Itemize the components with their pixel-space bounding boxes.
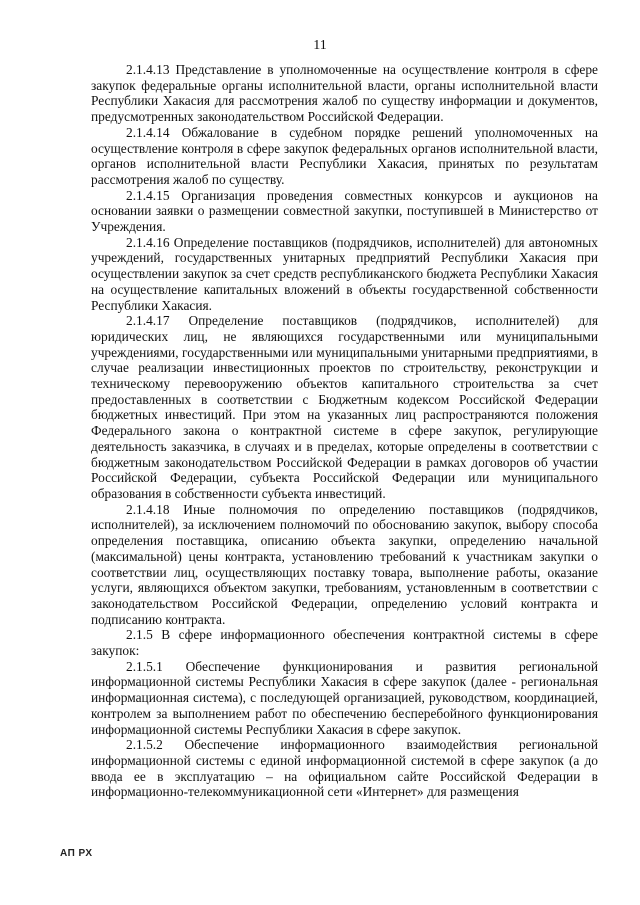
paragraph-2-1-5-2: 2.1.5.2 Обеспечение информационного взаимодействия региональной информационной системы с единой информационной системой в сфере закупок (а до ввода ее в эксплуатацию – на официальном сайте Российской Федерации в информационно-телекоммуникационной сети «Интернет» для размещения: [91, 737, 598, 800]
footer-mark: АП РХ: [60, 848, 93, 859]
paragraph-2-1-4-15: 2.1.4.15 Организация проведения совместных конкурсов и аукционов на основании заявки о размещении совместной закупки, поступившей в Министерство от Учреждения.: [91, 187, 598, 235]
paragraph-2-1-4-13: 2.1.4.13 Представление в уполномоченные на осуществление контроля в сфере закупок федеральные органы исполнительной власти, органы исполнительной власти Республики Хакасия для рассмотрения жалоб по существу информации и документов, предусмотренных законодательством Российской Федерации.: [91, 62, 598, 125]
page-number: 11: [313, 38, 327, 53]
paragraph-2-1-4-14: 2.1.4.14 Обжалование в судебном порядке решений уполномоченных на осуществление контроля в сфере закупок федеральных органов исполнительной власти, органов исполнительной власти Республики Хакасия, принятых по результатам рассмотрения жалоб по существу.: [91, 124, 598, 187]
paragraph-2-1-4-16: 2.1.4.16 Определение поставщиков (подрядчиков, исполнителей) для автономных учреждений, государственных унитарных предприятий Республики Хакасия при осуществлении закупок за счет средств республиканского бюджета Республики Хакасия на осуществление капитальных вложений в объекты государственной собственности Республики Хакасия.: [91, 234, 598, 313]
paragraph-2-1-4-17: 2.1.4.17 Определение поставщиков (подрядчиков, исполнителей) для юридических лиц, не являющихся государственными или муниципальными учреждениями, государственными или муниципальными унитарными предприятиями, в случае реализации инвестиционных проектов по строительству, реконструкции и техническому перевооружению объектов капитального строительства за счет предоставленных в соответствии с Бюджетным кодексом Российской Федерации бюджетных инвестиций. При этом на указанных лиц распространяются положения Федерального закона о контрактной системе в сфере закупок, регулирующие деятельность заказчика, в случаях и в пределах, которые определены в соответствии с бюджетным законодательством Российской Федерации в рамках договоров об участии Российской Федерации, субъекта Российской Федерации или муниципального образования в собственности субъекта инвестиций.: [91, 313, 598, 501]
paragraph-2-1-5-1: 2.1.5.1 Обеспечение функционирования и развития региональной информационной системы Республики Хакасия в сфере закупок (далее - региональная информационная система), с последующей организацией, руководством, координацией, контролем за выполнением работ по обеспечению бесперебойного функционирования информационной системы Республики Хакасия в сфере закупок.: [91, 658, 598, 737]
paragraph-2-1-4-18: 2.1.4.18 Иные полномочия по определению поставщиков (подрядчиков, исполнителей), за исключением полномочий по обоснованию закупок, выбору способа определения поставщика, описанию объекта закупки, определению начальной (максимальной) цены контракта, установлению требований к участникам закупки о соответствии лиц, осуществляющих поставку товара, выполнение работы, оказание услуги, являющихся объектом закупки, требованиям, установленным в соответствии с законодательством Российской Федерации, определению условий контракта и подписанию контракта.: [91, 501, 598, 627]
paragraph-2-1-5: 2.1.5 В сфере информационного обеспечения контрактной системы в сфере закупок:: [91, 627, 598, 659]
document-body: [91, 62, 598, 800]
